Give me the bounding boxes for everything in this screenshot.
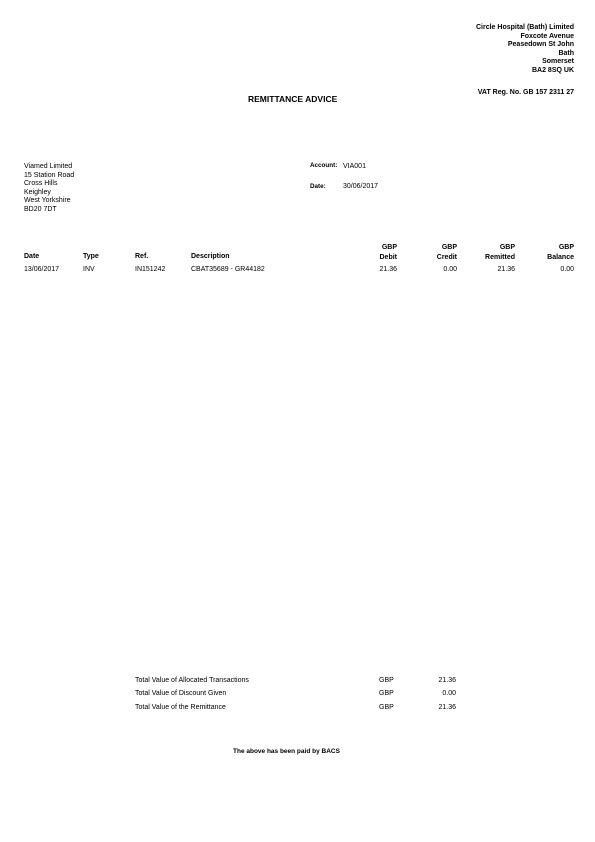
sender-line: Circle Hospital (Bath) Limited <box>475 24 574 31</box>
total-amount: 21.36 <box>438 704 456 711</box>
account-value: VIA001 <box>343 163 366 170</box>
header-currency: GBP <box>558 244 574 251</box>
sender-line: Bath <box>558 49 574 57</box>
total-currency: GBP <box>379 704 394 711</box>
recipient-line: Viamed Limited <box>24 163 73 170</box>
cell-description: CBAT35689 - GR44182 <box>191 266 265 273</box>
header-debit <box>347 243 397 262</box>
cell-debit: 21.36 <box>379 266 397 273</box>
header-balance <box>524 243 574 262</box>
header-date: Date <box>24 253 40 260</box>
recipient-line: BD20 7DT <box>24 205 57 213</box>
header-ref: Ref. <box>135 253 149 260</box>
recipient-line: West Yorkshire <box>24 197 71 205</box>
header-type: Type <box>83 253 99 260</box>
header-credit-label: Credit <box>436 253 457 261</box>
header-remitted <box>465 243 515 262</box>
recipient-line: Cross Hills <box>24 180 58 188</box>
total-amount: 21.36 <box>438 677 456 684</box>
header-credit <box>407 243 457 262</box>
header-currency: GBP <box>381 244 397 251</box>
recipient-line: Keighley <box>24 188 51 196</box>
total-label: Total Value of Allocated Transactions <box>135 677 249 684</box>
date-label: Date: <box>310 183 326 190</box>
cell-ref: IN151242 <box>135 266 166 273</box>
sender-address <box>476 24 574 76</box>
total-label: Total Value of the Remittance <box>135 704 226 711</box>
document-title: REMITTANCE ADVICE <box>248 94 338 104</box>
cell-credit: 0.00 <box>443 266 457 273</box>
payment-note: The above has been paid by BACS <box>233 748 340 755</box>
vat-number: VAT Reg. No. GB 157 2311 27 <box>477 89 574 96</box>
sender-line: Peasedown St John <box>507 41 574 49</box>
cell-balance: 0.00 <box>560 266 574 273</box>
date-value: 30/06/2017 <box>343 183 379 190</box>
recipient-address <box>24 163 74 215</box>
cell-remitted: 21.36 <box>497 266 515 273</box>
recipient-line: 15 Station Road <box>24 171 75 179</box>
header-description: Description <box>191 253 230 260</box>
sender-line: BA2 8SQ UK <box>531 66 574 74</box>
total-currency: GBP <box>379 690 394 697</box>
sender-line: Somerset <box>542 58 574 66</box>
cell-type: INV <box>83 266 95 273</box>
sender-line: Foxcote Avenue <box>520 32 574 40</box>
header-currency: GBP <box>499 244 515 251</box>
total-currency: GBP <box>379 677 394 684</box>
header-currency: GBP <box>441 244 457 251</box>
header-debit-label: Debit <box>379 253 397 261</box>
total-label: Total Value of Discount Given <box>135 690 227 697</box>
header-remitted-label: Remitted <box>485 253 515 261</box>
cell-date: 13/06/2017 <box>24 266 60 273</box>
account-label: Account: <box>310 162 338 169</box>
header-balance-label: Balance <box>547 253 574 261</box>
total-amount: 0.00 <box>442 690 456 697</box>
